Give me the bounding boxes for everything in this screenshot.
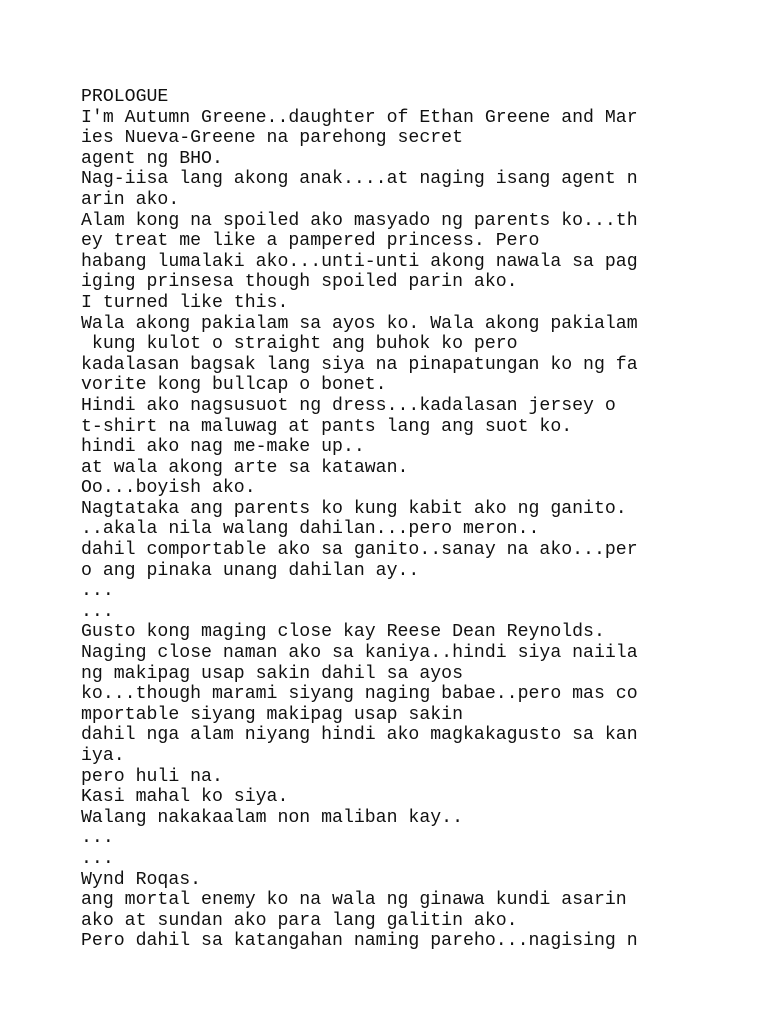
text-line: Pero dahil sa katangahan naming pareho...nagising n <box>81 931 638 952</box>
ellipsis-line: ... <box>81 828 114 849</box>
text-line: Wala akong pakialam sa ayos ko. Wala akong pakialam <box>81 313 638 334</box>
text-line: mportable siyang makipag usap sakin <box>81 704 463 725</box>
text-line: Hindi ako nagsusuot ng dress...kadalasan jersey o <box>81 395 616 416</box>
text-line: vorite kong bullcap o bonet. <box>81 375 387 396</box>
prologue-heading: PROLOGUE <box>81 87 169 107</box>
text-line: iya. <box>81 746 125 766</box>
text-line: Oo...boyish ako. <box>81 478 256 499</box>
text-line: Nagtataka ang parents ko kung kabit ako ng ganito. <box>81 498 627 519</box>
text-line: kadalasan bagsak lang siya na pinapatungan ko ng fa <box>81 354 638 375</box>
text-line: Gusto kong maging close kay Reese Dean Reynolds. <box>81 622 605 643</box>
text-line: ng makipag usap sakin dahil sa ayos <box>81 663 463 684</box>
text-line: Nag-iisa lang akong anak....at naging isang agent n <box>81 169 638 190</box>
text-line: Kasi mahal ko siya. <box>81 787 289 808</box>
text-line: ..akala nila walang dahilan...pero meron.. <box>81 519 540 540</box>
text-line: agent ng BHO. <box>81 148 223 169</box>
text-line: Wynd Roqas. <box>81 869 202 890</box>
text-line: ko...though marami siyang naging babae..pero mas co <box>81 684 638 705</box>
text-line: kung kulot o straight ang buhok ko pero <box>81 334 518 355</box>
text-line: Naging close naman ako sa kaniya..hindi siya naiila <box>81 643 638 664</box>
text-line: arin ako. <box>81 189 180 210</box>
text-line: o ang pinaka unang dahilan ay.. <box>81 560 420 581</box>
text-line: habang lumalaki ako...unti-unti akong nawala sa pag <box>81 251 638 272</box>
text-line: pero huli na. <box>81 766 223 787</box>
text-line: ako at sundan ako para lang galitin ako. <box>81 910 518 931</box>
text-line: at wala akong arte sa katawan. <box>81 457 409 478</box>
ellipsis-line: ... <box>81 601 114 622</box>
text-line: I'm Autumn Greene..daughter of Ethan Greene and Mar <box>81 107 638 128</box>
text-line: t-shirt na maluwag at pants lang ang suot ko. <box>81 416 573 437</box>
text-line: iging prinsesa though spoiled parin ako. <box>81 272 518 293</box>
ellipsis-line: ... <box>81 581 114 602</box>
text-line: ang mortal enemy ko na wala ng ginawa kundi asarin <box>81 890 627 911</box>
text-line: Alam kong na spoiled ako masyado ng parents ko...th <box>81 210 638 231</box>
document-body <box>81 87 721 952</box>
text-line: hindi ako nag me-make up.. <box>81 437 365 458</box>
text-line: ies Nueva-Greene na parehong secret <box>81 128 463 149</box>
text-line: dahil nga alam niyang hindi ako magkakagusto sa kan <box>81 725 638 746</box>
text-line: I turned like this. <box>81 292 289 313</box>
text-line: Walang nakakaalam non maliban kay.. <box>81 807 463 828</box>
text-line: ey treat me like a pampered princess. Pero <box>81 231 540 252</box>
text-line: dahil comportable ako sa ganito..sanay na ako...per <box>81 540 638 561</box>
ellipsis-line: ... <box>81 848 114 869</box>
